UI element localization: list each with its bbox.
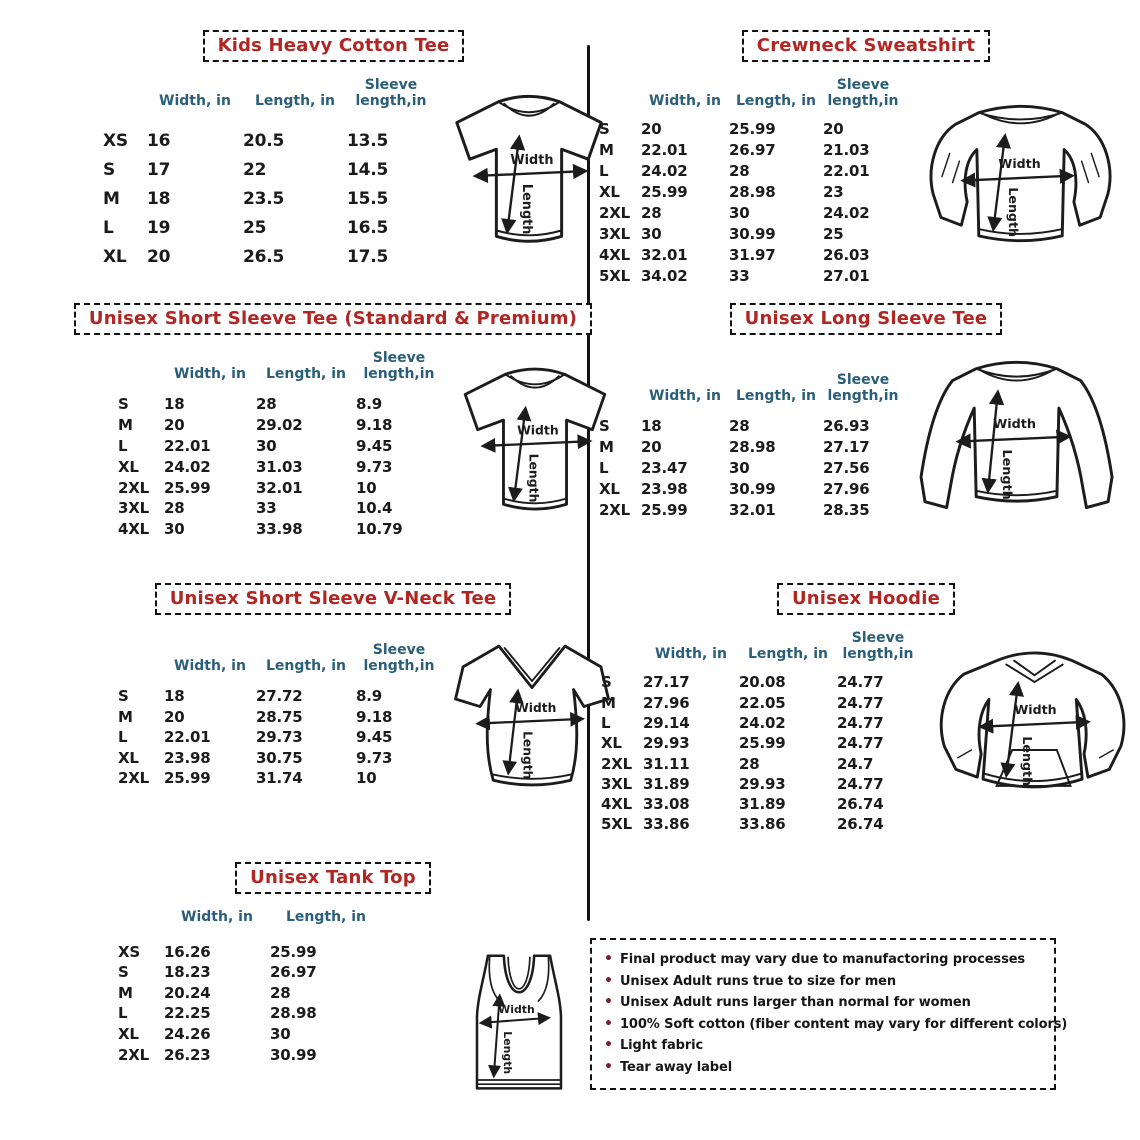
- size-label: 5XL: [601, 815, 632, 834]
- measurement-value: 15.5: [347, 189, 389, 210]
- table-header-row: [601, 631, 919, 664]
- measurement-value: 25.99: [641, 183, 688, 202]
- measurement-value: 33.98: [256, 520, 303, 539]
- size-label: L: [103, 218, 114, 239]
- size-label: 3XL: [601, 774, 632, 793]
- measurement-value: 24.26: [164, 1025, 211, 1044]
- measurement-value: 28.35: [823, 501, 870, 520]
- column-header: Sleeve length,in: [355, 77, 427, 109]
- measurement-value: 22.01: [164, 728, 211, 747]
- measurement-value: 32.01: [641, 246, 688, 265]
- size-label: 5XL: [599, 267, 630, 286]
- column-header: Length, in: [747, 645, 829, 662]
- bullet-icon: •: [604, 951, 613, 967]
- corner-cell: [601, 662, 643, 664]
- measurement-value: 20.24: [164, 983, 211, 1002]
- measurement-value: 23: [823, 183, 844, 202]
- measurement-value: 29.73: [256, 728, 303, 747]
- size-label: XL: [599, 480, 620, 499]
- measurement-value: 23.47: [641, 459, 688, 478]
- note-text: Unisex Adult runs larger than normal for women: [619, 995, 971, 1010]
- size-label: XS: [118, 942, 140, 961]
- measurement-value: 24.02: [739, 713, 786, 732]
- length-label: Length: [1005, 187, 1021, 237]
- garment-illustration-slot: [442, 631, 622, 801]
- measurement-value: 18: [147, 189, 171, 210]
- section-title-box: [777, 583, 955, 615]
- section-title: Unisex Short Sleeve Tee (Standard & Premium): [88, 308, 578, 329]
- measurement-value: 18: [164, 395, 185, 414]
- size-label: 3XL: [118, 499, 149, 518]
- measurement-value: 20.08: [739, 673, 786, 692]
- measurement-value: 30.75: [256, 748, 303, 767]
- measurement-value: 25.99: [164, 478, 211, 497]
- column-header: Length, in: [265, 657, 347, 674]
- width-label: Width: [1014, 701, 1057, 717]
- size-table: [103, 78, 435, 272]
- section-title-wrap: [84, 303, 582, 335]
- hoodie-illustration: [919, 633, 1140, 833]
- measurement-value: 30: [256, 436, 277, 455]
- bullet-icon: •: [604, 1058, 613, 1075]
- measurement-value: 8.9: [356, 687, 382, 706]
- corner-cell: [599, 109, 641, 111]
- measurement-value: 28: [729, 417, 750, 436]
- width-label: Width: [998, 155, 1041, 171]
- measurement-value: 23.5: [243, 189, 285, 210]
- note-item: [604, 971, 1044, 993]
- longsleeve-illustration: [903, 351, 1135, 543]
- measurement-value: 20: [147, 247, 171, 268]
- size-label: M: [601, 693, 616, 712]
- measurement-value: 30: [729, 459, 750, 478]
- measurement-value: 28: [729, 162, 750, 181]
- measurement-value: 25.99: [164, 769, 211, 788]
- measurement-value: 31.97: [729, 246, 776, 265]
- table-header-row: [103, 78, 435, 111]
- corner-cell: [118, 674, 164, 676]
- note-item: [604, 1014, 1068, 1036]
- table-body: [599, 416, 903, 521]
- measurement-value: 22.01: [641, 141, 688, 160]
- measurement-value: 24.02: [164, 457, 211, 476]
- measurement-value: 20: [164, 707, 185, 726]
- table-body: [599, 119, 903, 287]
- section-hoodie: [597, 583, 1135, 835]
- column-header: Length, in: [735, 92, 817, 109]
- size-label: XL: [103, 247, 127, 268]
- table-body: [103, 127, 435, 272]
- measurement-value: 27.56: [823, 459, 870, 478]
- bullet-icon: •: [604, 972, 613, 989]
- size-label: XL: [601, 734, 622, 753]
- column-header: Width, in: [174, 365, 246, 382]
- length-label: Length: [500, 1031, 514, 1075]
- measurement-value: 34.02: [641, 267, 688, 286]
- measurement-value: 20: [641, 120, 662, 139]
- measurement-value: 16.26: [164, 942, 211, 961]
- section-content: [85, 78, 582, 272]
- measurement-value: 17.5: [347, 247, 389, 268]
- length-label: Length: [519, 184, 535, 235]
- section-title-wrap: [84, 862, 582, 894]
- size-label: 2XL: [599, 501, 630, 520]
- measurement-value: 25.99: [729, 120, 776, 139]
- measurement-value: 30: [164, 520, 185, 539]
- section-title: Unisex Hoodie: [791, 588, 941, 609]
- table-header-row: [118, 351, 442, 384]
- measurement-value: 9.18: [356, 707, 393, 726]
- measurement-value: 33.86: [643, 815, 690, 834]
- column-header: Length, in: [735, 387, 817, 404]
- measurement-value: 26.74: [837, 795, 884, 814]
- measurement-value: 27.17: [823, 438, 870, 457]
- section-title-box: [155, 583, 512, 615]
- size-table: [118, 643, 442, 789]
- size-label: 2XL: [118, 478, 149, 497]
- corner-cell: [599, 404, 641, 406]
- column-header: Width, in: [649, 92, 721, 109]
- measurement-value: 28: [270, 983, 291, 1002]
- column-header: Sleeve length,in: [363, 642, 435, 674]
- measurement-value: 30.99: [729, 225, 776, 244]
- size-label: M: [118, 416, 133, 435]
- size-label: L: [118, 728, 128, 747]
- column-header: Width, in: [655, 645, 727, 662]
- measurement-value: 26.23: [164, 1045, 211, 1064]
- section-title: Unisex Short Sleeve V-Neck Tee: [169, 588, 497, 609]
- section-title: Unisex Tank Top: [250, 867, 416, 888]
- garment-illustration-slot: [907, 93, 1135, 273]
- measurement-value: 27.96: [643, 693, 690, 712]
- measurement-value: 24.02: [823, 204, 870, 223]
- section-title-wrap: [597, 30, 1135, 62]
- measurement-value: 16.5: [347, 218, 389, 239]
- measurement-value: 18: [641, 417, 662, 436]
- measurement-value: 33: [256, 499, 277, 518]
- size-label: M: [118, 707, 133, 726]
- measurement-value: 32.01: [729, 501, 776, 520]
- measurement-value: 24.02: [641, 162, 688, 181]
- size-label: 2XL: [118, 1045, 149, 1064]
- measurement-value: 9.73: [356, 748, 393, 767]
- size-label: XS: [103, 131, 128, 152]
- width-label: Width: [517, 422, 559, 438]
- measurement-value: 24.77: [837, 713, 884, 732]
- measurement-value: 19: [147, 218, 171, 239]
- size-label: L: [118, 1004, 128, 1023]
- measurement-value: 18: [164, 687, 185, 706]
- measurement-value: 26.97: [729, 141, 776, 160]
- measurement-value: 31.89: [739, 795, 786, 814]
- measurement-value: 9.18: [356, 416, 393, 435]
- garment-illustration-slot: [903, 351, 1135, 543]
- column-header: Sleeve length,in: [842, 630, 914, 662]
- measurement-value: 17: [147, 160, 171, 181]
- section-content: [84, 910, 582, 1114]
- measurement-value: 23.98: [164, 748, 211, 767]
- column-header: Length, in: [285, 909, 367, 925]
- measurement-value: 25.99: [739, 734, 786, 753]
- garment-illustration-slot: [919, 633, 1140, 833]
- size-table: [599, 78, 903, 287]
- section-title-wrap: [597, 303, 1135, 335]
- note-text: Unisex Adult runs true to size for men: [619, 973, 897, 989]
- measurement-value: 22.25: [164, 1004, 211, 1023]
- measurement-value: 25.99: [270, 942, 317, 961]
- section-content: [597, 78, 1135, 287]
- note-item: [604, 1057, 1044, 1079]
- length-label: Length: [526, 454, 542, 503]
- size-label: XL: [118, 1025, 139, 1044]
- width-label: Width: [510, 153, 554, 169]
- width-label: Width: [498, 1002, 535, 1016]
- measurement-value: 20: [823, 120, 844, 139]
- size-label: L: [599, 459, 609, 478]
- section-title: Kids Heavy Cotton Tee: [217, 35, 450, 56]
- size-label: M: [599, 141, 614, 160]
- measurement-value: 31.89: [643, 774, 690, 793]
- measurement-value: 30: [270, 1025, 291, 1044]
- measurement-value: 30: [729, 204, 750, 223]
- measurement-value: 24.77: [837, 774, 884, 793]
- measurement-value: 28: [739, 754, 760, 773]
- measurement-value: 22.05: [739, 693, 786, 712]
- section-std: [84, 303, 582, 540]
- length-label: Length: [520, 731, 535, 780]
- section-content: [84, 631, 582, 801]
- measurement-value: 10: [356, 478, 377, 497]
- section-content: [597, 351, 1135, 543]
- column-header: Sleeve length,in: [827, 371, 899, 404]
- note-item: [604, 949, 1044, 971]
- column-header: Width, in: [649, 387, 721, 404]
- measurement-value: 9.45: [356, 436, 393, 455]
- tshirt-illustration: [435, 86, 623, 264]
- section-title-box: [235, 862, 431, 894]
- measurement-value: 13.5: [347, 131, 389, 152]
- column-header: Width, in: [181, 909, 253, 925]
- measurement-value: 28: [256, 395, 277, 414]
- measurement-value: 28.98: [270, 1004, 317, 1023]
- measurement-value: 30.99: [270, 1045, 317, 1064]
- measurement-value: 10.79: [356, 520, 403, 539]
- vneck-illustration: [442, 631, 622, 801]
- section-title-box: [730, 303, 1003, 335]
- table-header-row: [599, 373, 903, 406]
- size-label: 4XL: [601, 795, 632, 814]
- size-label: L: [118, 436, 128, 455]
- measurement-value: 27.72: [256, 687, 303, 706]
- measurement-value: 29.14: [643, 713, 690, 732]
- column-header: Length, in: [254, 92, 336, 109]
- measurement-value: 9.73: [356, 457, 393, 476]
- size-label: S: [118, 395, 129, 414]
- column-header: Length, in: [265, 365, 347, 382]
- size-label: 2XL: [118, 769, 149, 788]
- measurement-value: 27.96: [823, 480, 870, 499]
- measurement-value: 22.01: [164, 436, 211, 455]
- size-label: L: [599, 162, 609, 181]
- tank-illustration: [456, 936, 582, 1114]
- measurement-value: 26.03: [823, 246, 870, 265]
- note-item: [604, 992, 1044, 1014]
- section-title: Crewneck Sweatshirt: [756, 35, 976, 56]
- length-label: Length: [1019, 736, 1035, 786]
- measurement-value: 25: [823, 225, 844, 244]
- measurement-value: 18.23: [164, 963, 211, 982]
- size-table: [118, 910, 382, 1065]
- measurement-value: 9.45: [356, 728, 393, 747]
- width-label: Width: [993, 416, 1037, 432]
- table-body: [118, 686, 442, 789]
- garment-illustration-slot: [456, 936, 582, 1114]
- measurement-value: 28.75: [256, 707, 303, 726]
- measurement-value: 26.74: [837, 815, 884, 834]
- table-body: [118, 394, 442, 540]
- size-label: 4XL: [599, 246, 630, 265]
- size-label: M: [103, 189, 120, 210]
- measurement-value: 25: [243, 218, 267, 239]
- measurement-value: 29.93: [739, 774, 786, 793]
- measurement-value: 26.5: [243, 247, 285, 268]
- measurement-value: 24.77: [837, 673, 884, 692]
- size-table: [118, 351, 442, 540]
- measurement-value: 25.99: [641, 501, 688, 520]
- measurement-value: 24.7: [837, 754, 874, 773]
- size-label: S: [103, 160, 116, 181]
- corner-cell: [118, 926, 164, 928]
- size-label: L: [601, 713, 611, 732]
- size-label: 2XL: [599, 204, 630, 223]
- measurement-value: 33.08: [643, 795, 690, 814]
- note-text: Final product may vary due to manufactoring processes: [619, 952, 1026, 967]
- table-header-row: [599, 78, 903, 111]
- measurement-value: 28: [164, 499, 185, 518]
- measurement-value: 22: [243, 160, 267, 181]
- section-longsleeve: [597, 303, 1135, 543]
- size-label: XL: [599, 183, 620, 202]
- size-label: S: [599, 120, 610, 139]
- measurement-value: 14.5: [347, 160, 389, 181]
- column-header: Sleeve length,in: [363, 350, 435, 382]
- bullet-icon: •: [604, 1015, 613, 1032]
- measurement-value: 16: [147, 131, 171, 152]
- table-body: [601, 672, 919, 834]
- bullet-icon: •: [604, 1037, 613, 1053]
- section-tank: [84, 862, 582, 1114]
- measurement-value: 31.03: [256, 457, 303, 476]
- section-vneck: [84, 583, 582, 801]
- measurement-value: 32.01: [256, 478, 303, 497]
- measurement-value: 22.01: [823, 162, 870, 181]
- section-title-wrap: [85, 30, 582, 62]
- measurement-value: 24.77: [837, 693, 884, 712]
- bullet-icon: •: [604, 994, 613, 1010]
- measurement-value: 24.77: [837, 734, 884, 753]
- section-title: Unisex Long Sleeve Tee: [744, 308, 988, 329]
- measurement-value: 26.93: [823, 417, 870, 436]
- section-content: [597, 631, 1135, 835]
- section-content: [84, 351, 582, 540]
- section-crewneck: [597, 30, 1135, 287]
- note-text: 100% Soft cotton (fiber content may vary for different colors): [619, 1016, 1068, 1032]
- note-text: Tear away label: [619, 1059, 733, 1075]
- width-label: Width: [515, 701, 557, 716]
- size-label: 4XL: [118, 520, 149, 539]
- size-label: S: [599, 417, 610, 436]
- size-label: 3XL: [599, 225, 630, 244]
- size-label: S: [601, 673, 612, 692]
- size-label: XL: [118, 457, 139, 476]
- size-label: S: [118, 963, 129, 982]
- measurement-value: 28.98: [729, 183, 776, 202]
- section-title-wrap: [84, 583, 582, 615]
- column-header: Sleeve length,in: [827, 77, 899, 109]
- section-title-box: [74, 303, 592, 335]
- size-table: [601, 631, 919, 835]
- measurement-value: 30: [641, 225, 662, 244]
- measurement-value: 30.99: [729, 480, 776, 499]
- measurement-value: 26.97: [270, 963, 317, 982]
- measurement-value: 10.4: [356, 499, 393, 518]
- size-label: XL: [118, 748, 139, 767]
- measurement-value: 33: [729, 267, 750, 286]
- measurement-value: 29.93: [643, 734, 690, 753]
- corner-cell: [103, 109, 147, 111]
- garment-illustration-slot: [435, 86, 623, 264]
- measurement-value: 23.98: [641, 480, 688, 499]
- size-label: M: [118, 983, 133, 1002]
- measurement-value: 28: [641, 204, 662, 223]
- measurement-value: 20: [164, 416, 185, 435]
- measurement-value: 27.17: [643, 673, 690, 692]
- measurement-value: 21.03: [823, 141, 870, 160]
- table-body: [118, 942, 382, 1066]
- measurement-value: 10: [356, 769, 377, 788]
- column-header: Width, in: [174, 657, 246, 674]
- measurement-value: 31.74: [256, 769, 303, 788]
- measurement-value: 28.98: [729, 438, 776, 457]
- measurement-value: 27.01: [823, 267, 870, 286]
- size-table: [599, 373, 903, 521]
- notes-box: [590, 938, 1068, 1090]
- section-title-wrap: [597, 583, 1135, 615]
- measurement-value: 8.9: [356, 395, 382, 414]
- table-header-row: [118, 643, 442, 676]
- corner-cell: [118, 382, 164, 384]
- measurement-value: 20: [641, 438, 662, 457]
- sweatshirt-illustration: [907, 93, 1135, 273]
- size-label: 2XL: [601, 754, 632, 773]
- note-item: [604, 1035, 1044, 1057]
- section-title-box: [742, 30, 990, 62]
- note-text: Light fabric: [619, 1038, 704, 1053]
- size-label: M: [599, 438, 614, 457]
- measurement-value: 31.11: [643, 754, 690, 773]
- column-header: Width, in: [159, 92, 231, 109]
- section-kids: [85, 30, 582, 272]
- measurement-value: 29.02: [256, 416, 303, 435]
- section-title-box: [203, 30, 465, 62]
- length-label: Length: [998, 449, 1014, 500]
- table-header-row: [118, 910, 382, 928]
- measurement-value: 20.5: [243, 131, 285, 152]
- measurement-value: 33.86: [739, 815, 786, 834]
- size-label: S: [118, 687, 129, 706]
